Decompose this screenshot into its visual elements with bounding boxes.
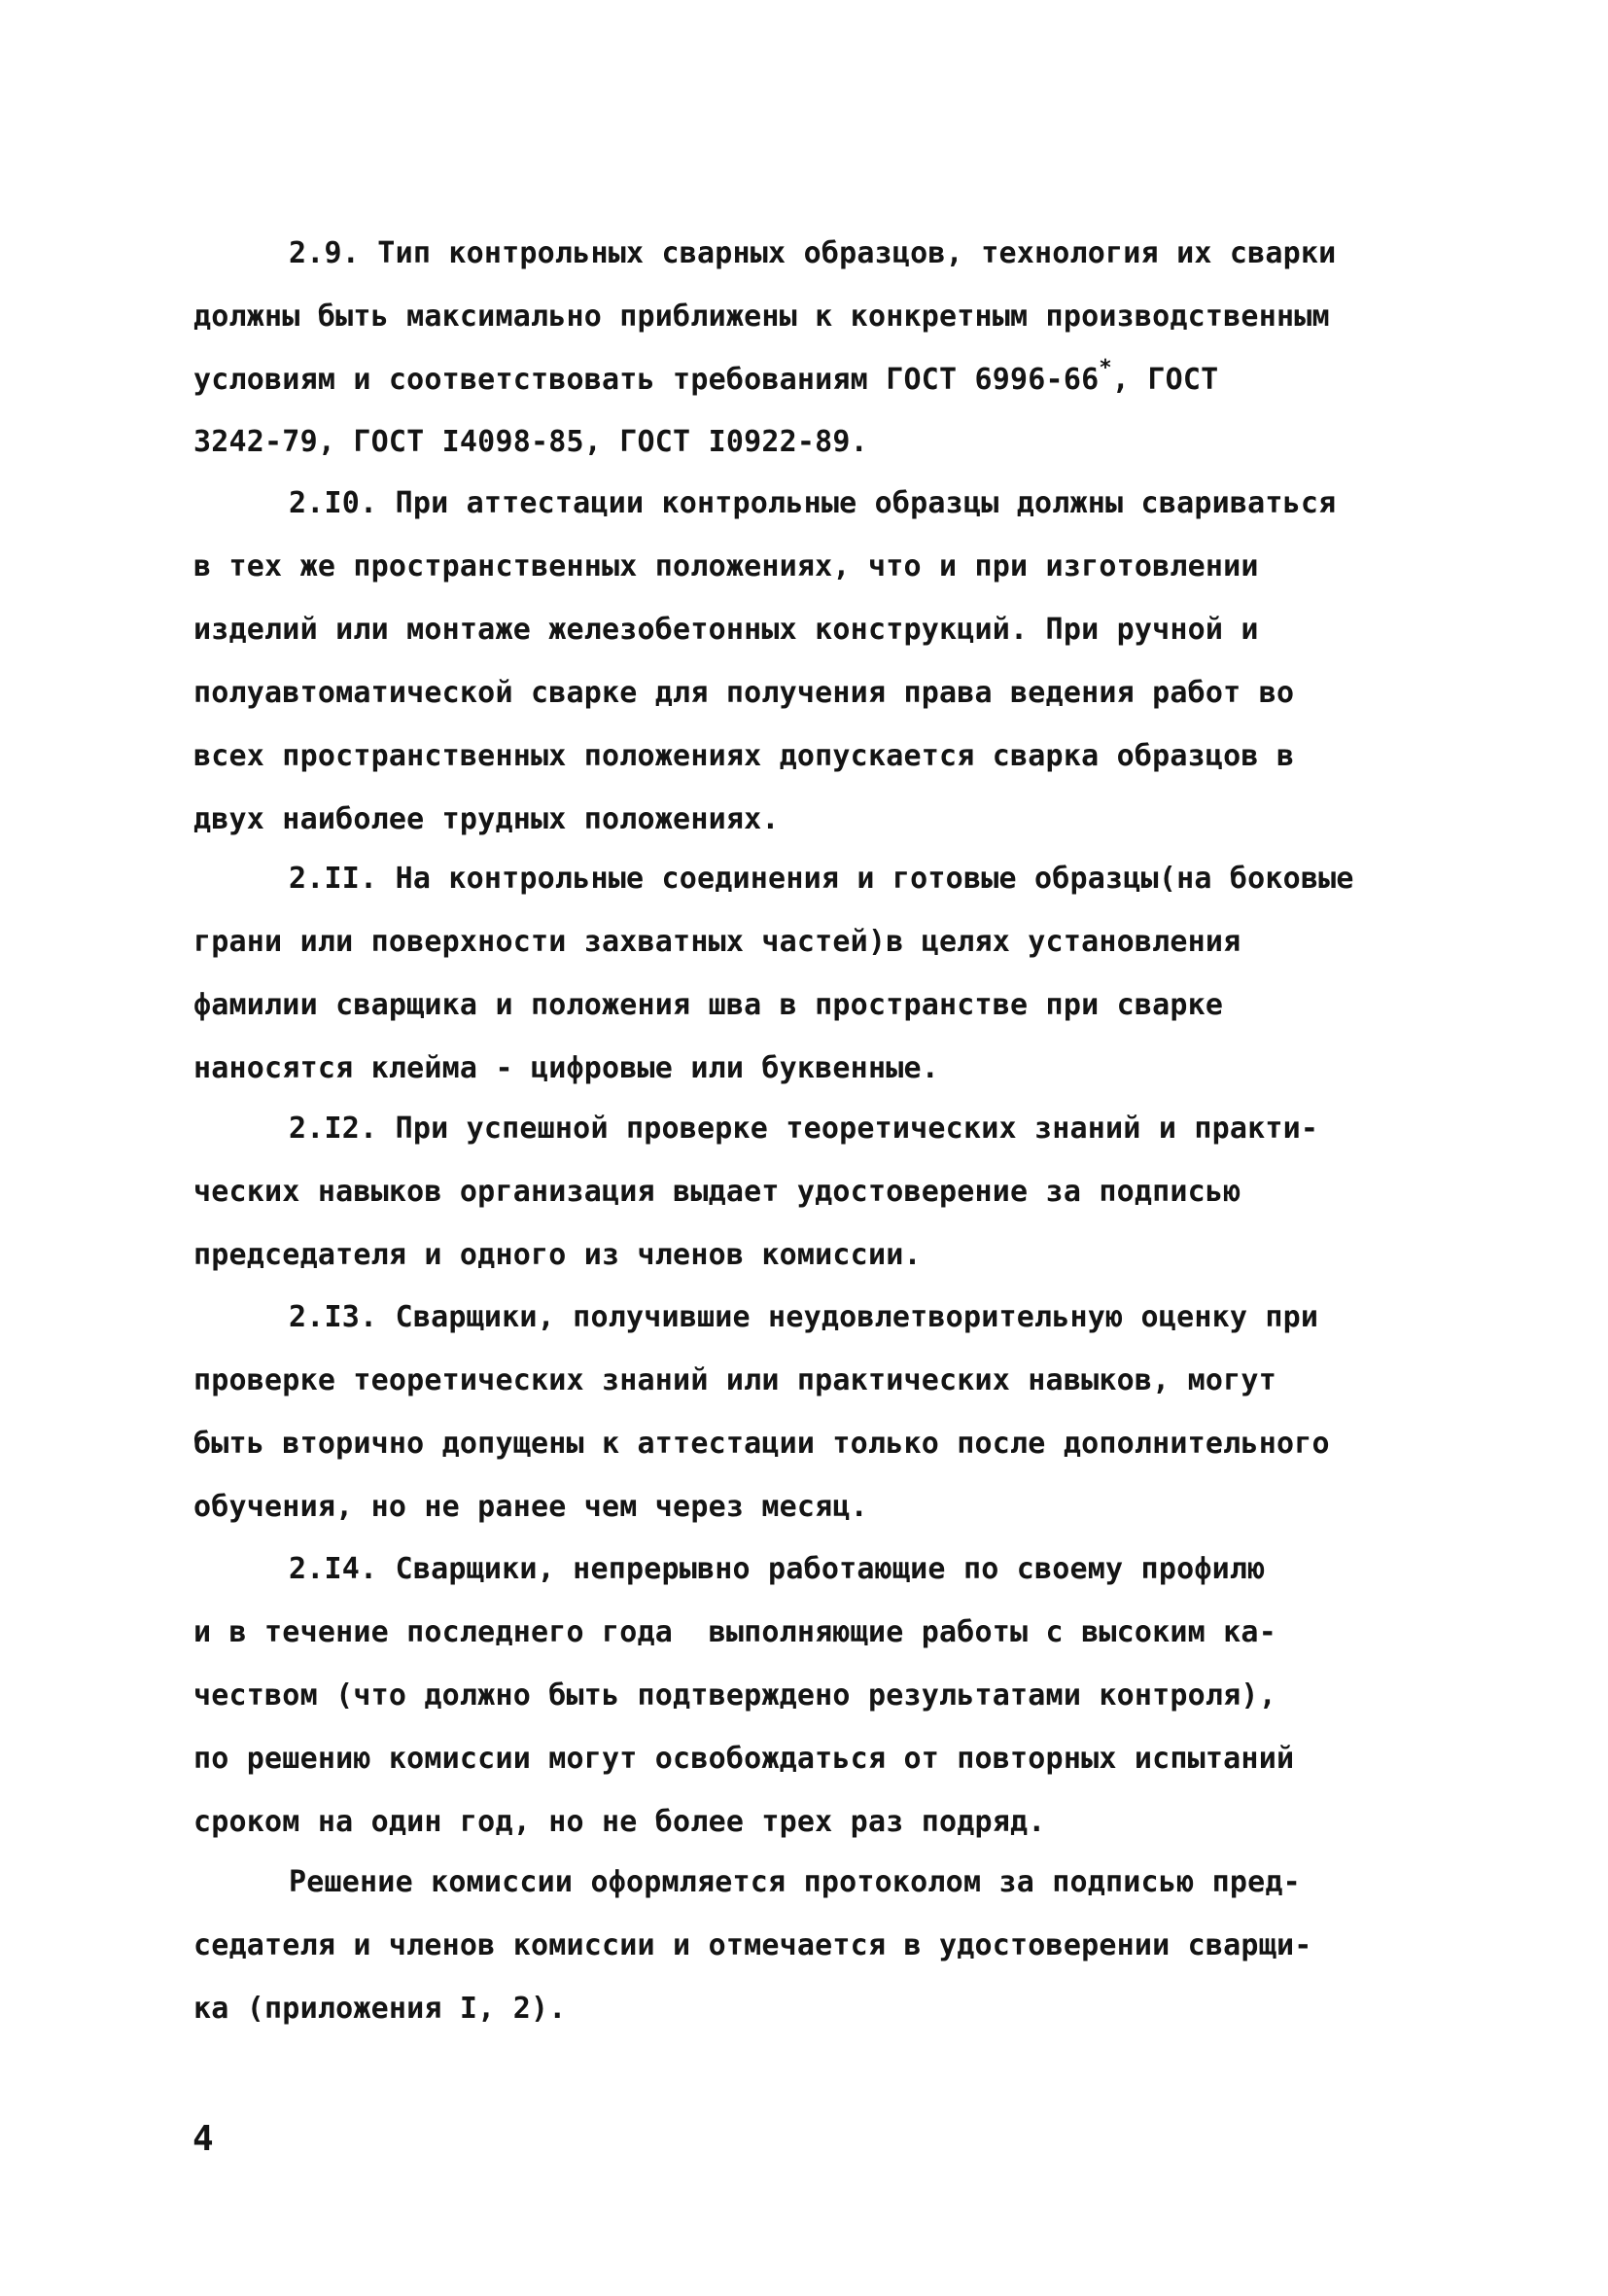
- p-2-14-line-4: по решению комиссии могут освобождаться от повторных испытаний: [193, 1742, 1295, 1776]
- page-number: 4: [192, 2119, 214, 2159]
- p-2-12-line-3: председателя и одного из членов комиссии.: [193, 1238, 922, 1272]
- p-2-12-line-1: 2.I2. При успешной проверке теоретических знаний и практи-: [289, 1112, 1319, 1146]
- p-2-11-line-4: наносятся клейма - цифровые или буквенные.: [193, 1051, 939, 1085]
- p-2-13-line-4: обучения, но не ранее чем через месяц.: [193, 1490, 868, 1524]
- p-2-14-line-3: чеством (что должно быть подтверждено результатами контроля),: [193, 1678, 1276, 1713]
- p-decision-line-3: ка (приложения I, 2).: [193, 1992, 567, 2026]
- p-2-14-line-2: и в течение последнего года выполняющие работы с высоким ка-: [193, 1615, 1276, 1649]
- p-decision-line-2: седателя и членов комиссии и отмечается в удостоверении сварщи-: [193, 1928, 1312, 1962]
- p-2-9-line-4: 3242-79, ГОСТ I4098-85, ГОСТ I0922-89.: [193, 425, 868, 459]
- p-2-10-line-1: 2.I0. При аттестации контрольные образцы должны свариваться: [289, 486, 1337, 520]
- p-2-14-line-5: сроком на один год, но не более трех раз подряд.: [193, 1805, 1046, 1839]
- p-2-9-line-3-tail: , ГОСТ: [1111, 363, 1219, 397]
- p-2-10-line-4: полуавтоматической сварке для получения права ведения работ во: [193, 676, 1295, 710]
- p-decision-line-1: Решение комиссии оформляется протоколом за подписью пред-: [289, 1865, 1301, 1899]
- p-2-11-line-2: грани или поверхности захватных частей)в целях установления: [193, 925, 1241, 959]
- p-2-12-line-2: ческих навыков организация выдает удостоверение за подписью: [193, 1175, 1241, 1209]
- p-2-9-line-3-text: условиям и соответствовать требованиям ГОСТ 6996-66: [193, 363, 1100, 397]
- superscript-asterisk: *: [1099, 356, 1112, 380]
- p-2-10-line-5: всех пространственных положениях допускается сварка образцов в: [193, 739, 1295, 773]
- p-2-13-line-2: проверке теоретических знаний или практических навыков, могут: [193, 1363, 1276, 1397]
- p-2-9-line-1: 2.9. Тип контрольных сварных образцов, технология их сварки: [289, 236, 1337, 270]
- p-2-10-line-6: двух наиболее трудных положениях.: [193, 802, 780, 836]
- p-2-10-line-2: в тех же пространственных положениях, что и при изготовлении: [193, 549, 1259, 583]
- p-2-9-line-3: [193, 356, 1219, 400]
- p-2-13-line-1: 2.I3. Сварщики, получившие неудовлетворительную оценку при: [289, 1300, 1319, 1334]
- p-2-13-line-3: быть вторично допущены к аттестации только после дополнительного: [193, 1427, 1330, 1461]
- p-2-10-line-3: изделий или монтаже железобетонных конструкций. При ручной и: [193, 613, 1259, 647]
- p-2-14-line-1: 2.I4. Сварщики, непрерывно работающие по своему профилю: [289, 1552, 1266, 1586]
- p-2-11-line-3: фамилии сварщика и положения шва в пространстве при сварке: [193, 988, 1224, 1022]
- p-2-9-line-2: должны быть максимально приближены к конкретным производственным: [193, 300, 1330, 334]
- p-2-11-line-1: 2.II. На контрольные соединения и готовые образцы(на боковые: [289, 862, 1354, 896]
